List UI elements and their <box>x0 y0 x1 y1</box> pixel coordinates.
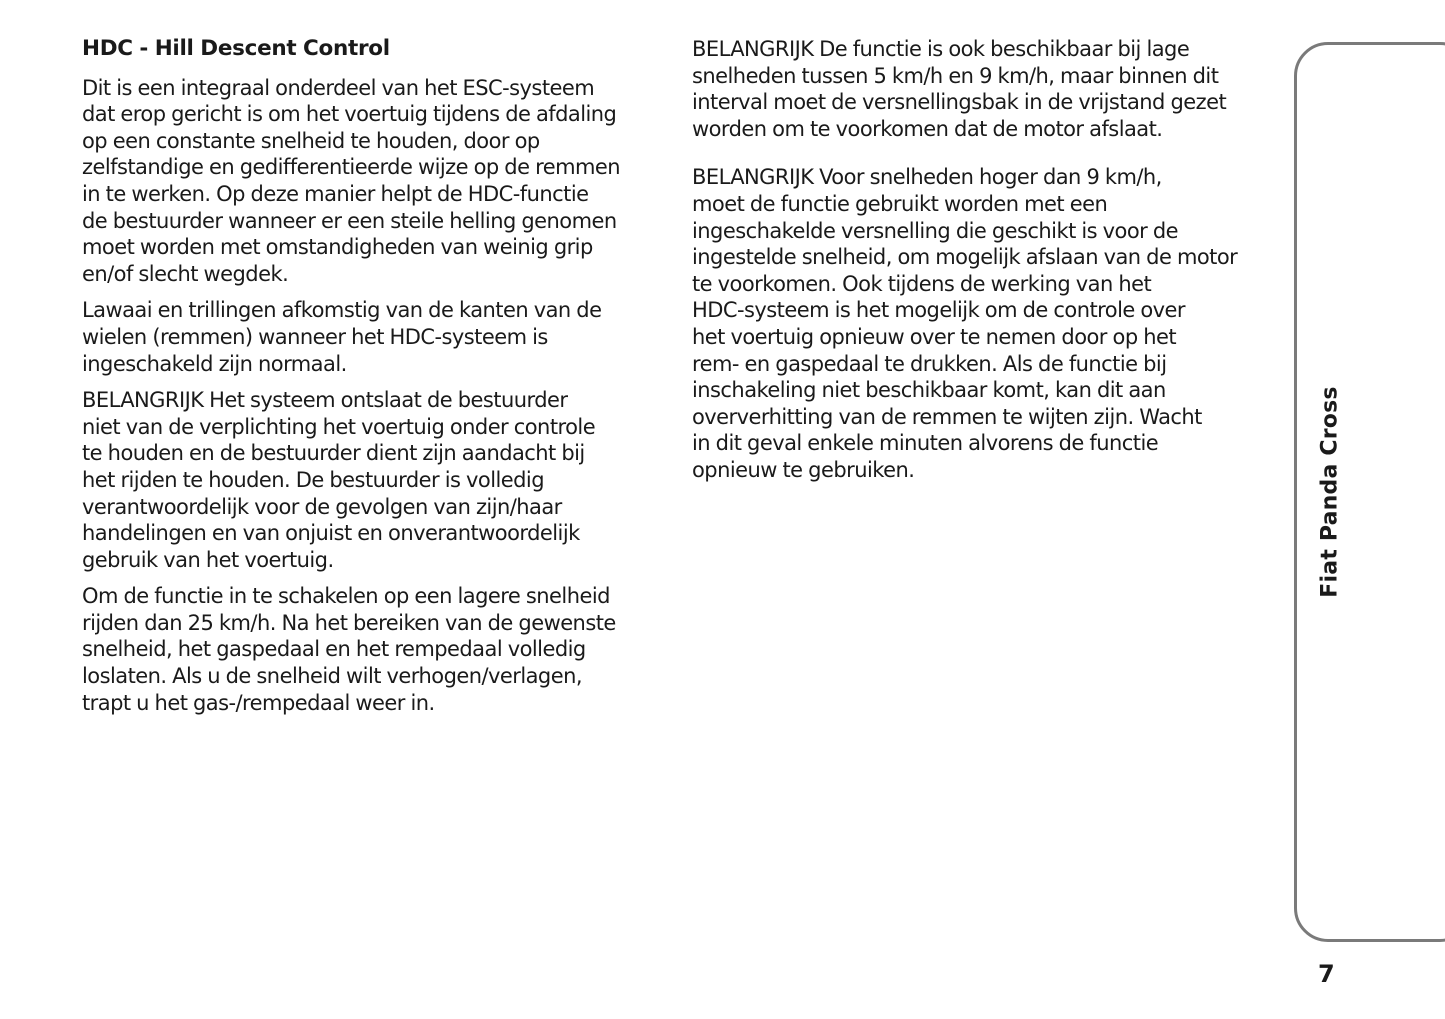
text-line: trapt u het gas-/rempedaal weer in. <box>82 690 435 715</box>
text-line: te voorkomen. Ook tijdens de werking van het <box>692 271 1152 296</box>
text-line: ingeschakelde versnelling die geschikt is voor de <box>692 218 1179 243</box>
page-number: 7 <box>1318 960 1335 988</box>
text-line: moet worden met omstandigheden van weinig grip <box>82 235 593 260</box>
paragraph-activation <box>82 583 667 716</box>
text-line: Om de functie in te schakelen op een lagere snelheid <box>82 584 610 609</box>
text-line: snelheid, het gaspedaal en het rempedaal volledig <box>82 637 586 662</box>
text-line: Lawaai en trillingen afkomstig van de kanten van de <box>82 298 602 323</box>
text-line: ingeschakeld zijn normaal. <box>82 351 347 376</box>
paragraph-intro <box>82 75 667 288</box>
text-line: te houden en de bestuurder dient zijn aandacht bij <box>82 441 585 466</box>
text-line: BELANGRIJK De functie is ook beschikbaar bij lage <box>692 37 1190 61</box>
text-line: dat erop gericht is om het voertuig tijdens de afdaling <box>82 102 617 127</box>
side-tab-title: Fiat Panda Cross <box>1317 386 1343 598</box>
text-line: het rijden te houden. De bestuurder is volledig <box>82 467 544 492</box>
text-line: de bestuurder wanneer er een steile helling genomen <box>82 208 617 233</box>
text-line: in dit geval enkele minuten alvorens de functie <box>692 431 1159 456</box>
section-heading: HDC - Hill Descent Control <box>82 36 390 61</box>
paragraph-important-low-speed <box>692 36 1277 142</box>
text-line: handelingen en van onjuist en onverantwoordelijk <box>82 521 580 546</box>
paragraph-noise <box>82 297 667 377</box>
text-line: moet de functie gebruikt worden met een <box>692 191 1108 216</box>
text-line: snelheden tussen 5 km/h en 9 km/h, maar binnen dit <box>692 63 1219 88</box>
paragraph-important-responsibility <box>82 387 667 573</box>
text-line: wielen (remmen) wanneer het HDC-systeem is <box>82 324 548 349</box>
text-line: BELANGRIJK Voor snelheden hoger dan 9 km/h, <box>692 165 1162 190</box>
text-line: inschakeling niet beschikbaar komt, kan dit aan <box>692 378 1166 403</box>
text-line: op een constante snelheid te houden, door op <box>82 128 540 153</box>
text-line: oververhitting van de remmen te wijten zijn. Wacht <box>692 404 1202 429</box>
text-line: rem- en gaspedaal te drukken. Als de functie bij <box>692 351 1167 376</box>
text-line: en/of slecht wegdek. <box>82 261 289 286</box>
text-line: het voertuig opnieuw over te nemen door op het <box>692 324 1177 349</box>
text-line: Dit is een integraal onderdeel van het ESC-systeem <box>82 75 595 100</box>
text-line: gebruik van het voertuig. <box>82 547 334 572</box>
text-line: opnieuw te gebruiken. <box>692 457 915 482</box>
paragraph-important-high-speed <box>692 164 1277 483</box>
text-line: loslaten. Als u de snelheid wilt verhogen/verlagen, <box>82 664 582 689</box>
text-line: HDC-systeem is het mogelijk om de controle over <box>692 298 1185 323</box>
text-line: zelfstandige en gedifferentieerde wijze op de remmen <box>82 155 621 180</box>
right-column <box>692 36 1277 506</box>
text-line: worden om te voorkomen dat de motor afslaat. <box>692 116 1163 141</box>
left-column <box>82 36 667 726</box>
text-line: verantwoordelijk voor de gevolgen van zijn/haar <box>82 494 562 519</box>
text-line: BELANGRIJK Het systeem ontslaat de bestuurder <box>82 388 568 413</box>
text-line: rijden dan 25 km/h. Na het bereiken van de gewenste <box>82 610 616 635</box>
text-line: in te werken. Op deze manier helpt de HDC-functie <box>82 181 589 206</box>
text-line: niet van de verplichting het voertuig onder controle <box>82 414 596 439</box>
text-line: interval moet de versnellingsbak in de vrijstand gezet <box>692 90 1227 115</box>
text-line: ingestelde snelheid, om mogelijk afslaan van de motor <box>692 245 1238 270</box>
